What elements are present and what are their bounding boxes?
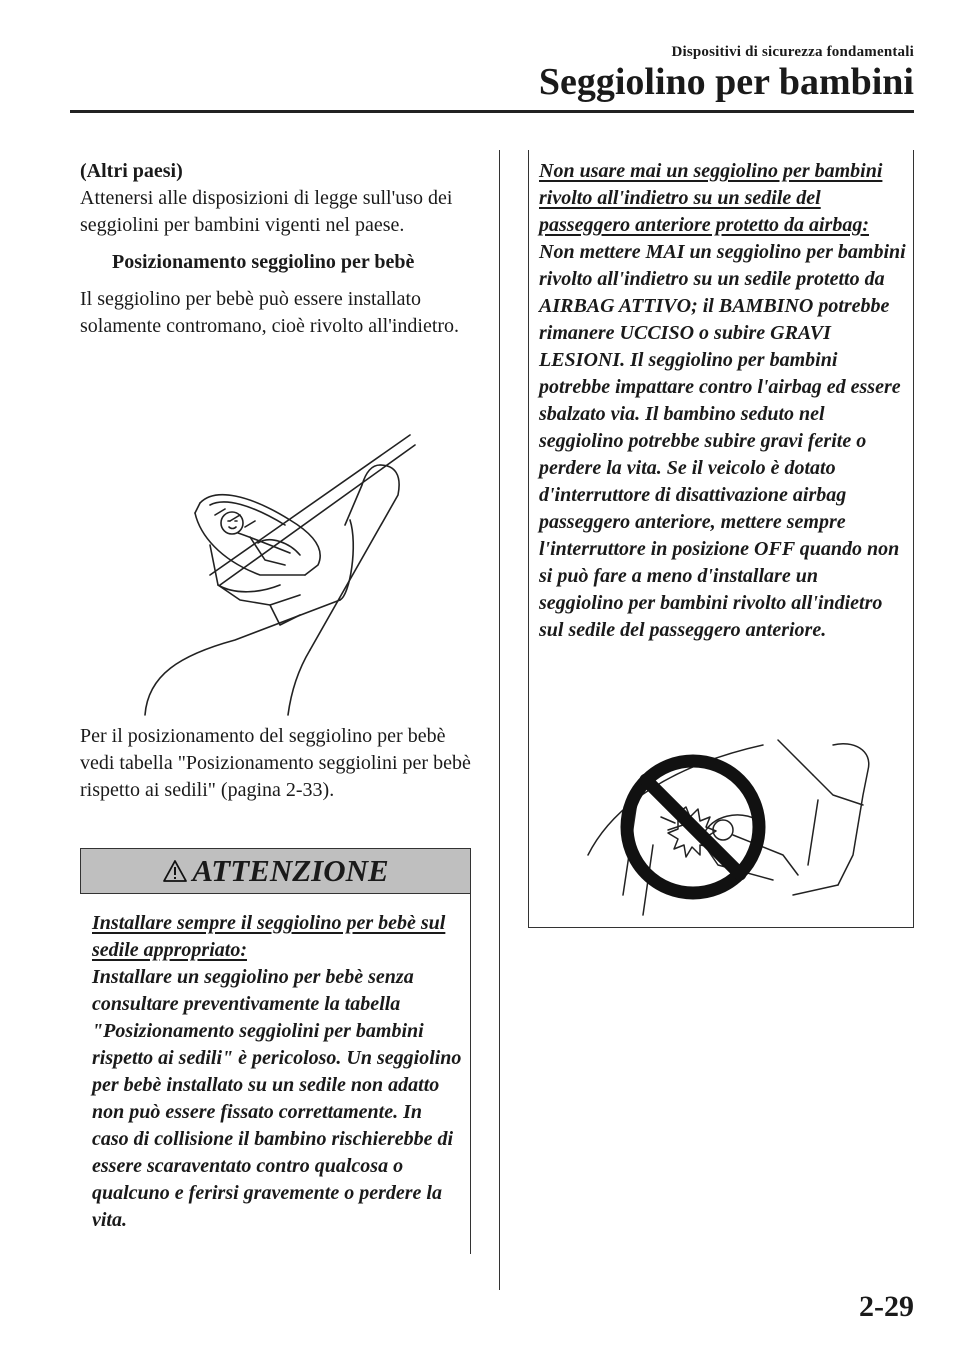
rear-facing-infant-seat-illustration: [140, 425, 420, 720]
subheading: Posizionamento seggiolino per bebè: [112, 251, 415, 273]
warning-text: Non mettere MAI un seggiolino per bambini rivolto all'indietro su un sedile protetto da AIRBAG ATTIVO; il BAMBINO potrebbe rimanere UCCISO o subire GRAVI LESIONI. Il seggiolino per bambini potrebbe impattare contro l'airbag ed essere sbalzato via. Il bambino seduto nel seggiolino potrebbe subire gravi ferite o perdere la vita. Se il veicolo è dotato d'interruttore di disattivazione airbag passeggero anteriore, mettere sempre l'interruttore in posizione OFF quando non si può fare a meno d'installare un seggiolino per bambini rivolto all'indietro sul sedile del passeggero anteriore.: [539, 241, 906, 641]
caution-text: Installare un seggiolino per bebè senza consultare preventivamente la tabella "Posizionamento seggiolini per bambini rispetto ai sedili" è pericoloso. Un seggiolino per bebè installato su un sedile non adatto non può essere fissato correttamente. In caso di collisione il bambino rischierebbe di essere scaraventato contro qualcosa o qualcuno e ferirsi gravemente o perdere la vita.: [92, 966, 462, 1231]
warning-box: [528, 150, 914, 928]
installation-paragraph: Il seggiolino per bebè può essere installato solamente contromano, cioè rivolto all'indietro.: [80, 288, 460, 337]
intro-paragraph: Attenersi alle disposizioni di legge sull'uso dei seggiolini per bambini vigenti nel paese.: [80, 187, 453, 236]
section-heading: (Altri paesi): [80, 160, 183, 182]
column-divider: [499, 150, 500, 1290]
caution-label: ATTENZIONE: [192, 853, 389, 888]
caution-title: Installare sempre il seggiolino per bebè sul sedile appropriato:: [92, 912, 446, 961]
left-column: [80, 158, 480, 340]
warning-title: Non usare mai un seggiolino per bambini rivolto all'indietro su un sedile del passeggero anteriore protetto da airbag:: [539, 160, 883, 236]
warning-body: [529, 150, 913, 644]
caution-body: [80, 894, 470, 1234]
reference-paragraph-wrap: [80, 723, 480, 804]
header-section-label: Dispositivi di sicurezza fondamentali: [671, 44, 914, 60]
caution-header: [80, 849, 470, 894]
airbag-prohibition-illustration: [583, 735, 873, 925]
reference-paragraph: Per il posizionamento del seggiolino per bebè vedi tabella "Posizionamento seggiolini per bebè rispetto ai sedili" (pagina 2-33).: [80, 725, 471, 801]
warning-triangle-icon: [162, 859, 188, 883]
caution-box: [80, 848, 471, 1254]
page-number: 2-29: [859, 1290, 914, 1323]
header-rule: [70, 110, 914, 113]
page-title: Seggiolino per bambini: [538, 61, 914, 103]
